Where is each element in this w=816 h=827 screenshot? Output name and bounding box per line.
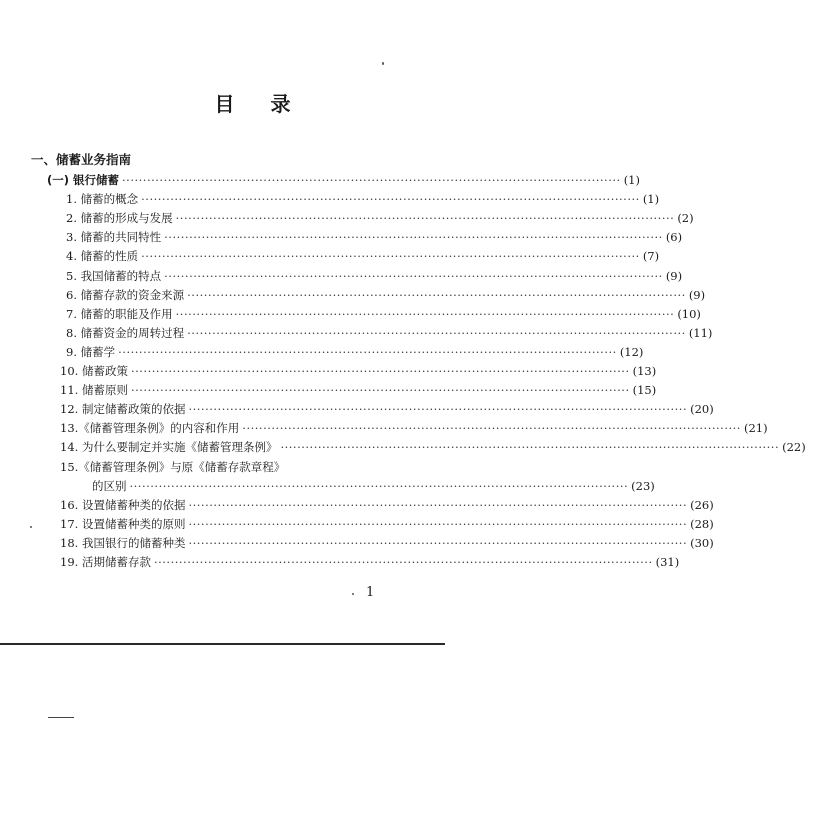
toc-entry-page: (22) [782,440,806,455]
toc-entry-page: (12) [619,344,644,359]
toc-title [0,88,505,117]
dot-leader: ························································································································ [122,173,621,187]
toc-entry-title: 18. 我国银行的储蓄种类 [60,535,186,550]
toc-entry [66,324,713,343]
dot-leader: ························································································································ [188,497,688,512]
dot-leader: ························································································································ [153,555,653,569]
toc-entry-page: (15) [632,383,657,398]
toc-entry-title: 2. 储蓄的形成与发展 [66,211,173,226]
toc-entry-title: 9. 储蓄学 [66,344,116,359]
toc-entry-title: 15.《储蓄管理条例》与原《储蓄存款章程》 [60,459,286,474]
toc-entry-title: 12. 制定储蓄政策的依据 [60,402,186,417]
toc-entry [66,343,644,362]
dot-leader: ························································································································ [187,287,686,302]
speck [382,62,384,65]
section-heading: 一、储蓄业务指南 [31,152,132,167]
toc-entry-title: 8. 储蓄资金的周转过程 [66,325,185,340]
dot-leader: ························································································································ [130,364,630,378]
toc-entry-title: 10. 储蓄政策 [60,364,128,378]
dot-leader: ························································································································ [188,516,688,531]
dot-leader: ························································································································ [118,344,617,359]
dot-leader: ························································································································ [141,249,640,264]
toc-entry-title: 16. 设置储蓄种类的依据 [60,497,186,512]
dot-leader: ························································································································ [187,325,686,340]
toc-entry-page: (13) [632,364,657,378]
toc-entry [60,362,657,381]
toc-entry-title: 的区别 [92,478,127,493]
dot-leader: ························································································································ [164,268,663,283]
toc-entry-title: 5. 我国储蓄的特点 [66,268,162,283]
toc-entry-title: 11. 储蓄原则 [60,383,128,398]
toc-entry-page: (6) [665,230,683,245]
toc-entry-page: (31) [655,555,680,569]
toc-entry [66,305,701,324]
toc-entry-title: 4. 储蓄的性质 [66,249,139,264]
toc-entry-title: 3. 储蓄的共同特性 [66,230,162,245]
toc-entry [60,534,714,553]
toc-entry [60,515,714,534]
toc-entry [66,286,706,305]
toc-entry-title: 14. 为什么要制定并实施《储蓄管理条例》 [60,440,278,455]
toc-entry-title: 1. 储蓄的概念 [66,192,139,207]
toc-entry [60,400,714,419]
toc-entry [66,209,694,228]
toc-entry [60,553,680,572]
short-rule [48,717,74,718]
toc-entry [66,190,660,209]
bottom-rule [0,643,445,645]
toc-entry-page: (23) [631,478,655,493]
toc-entry-page: (1) [642,192,660,207]
toc-entry [60,496,714,515]
page-number: 1 [366,585,375,600]
toc-entry-page: (9) [665,268,683,283]
toc-entry [66,247,660,266]
dot-leader: ························································································································ [130,383,630,398]
toc-entry-title: 19. 活期储蓄存款 [60,555,151,569]
toc-title-char-2: 录 [270,92,291,116]
toc-entry-title: (一) 银行储蓄 [47,173,120,187]
dot-leader: ························································································································ [280,440,780,455]
toc-entry-page: (9) [688,287,706,302]
toc-entry [60,458,378,477]
toc-entry [60,419,768,438]
toc-entry-page: (1) [623,173,640,187]
toc-entry-title: 13.《储蓄管理条例》的内容和作用 [60,421,240,436]
dot-leader: ························································································································ [175,211,675,226]
toc-entry [92,477,655,496]
dot-leader: ························································································································ [141,192,640,207]
dot-leader: ························································································································ [164,230,663,245]
toc-entry-page: (30) [690,535,714,550]
toc-entry-page: (2) [677,211,694,226]
toc-entry-page: (26) [690,497,714,512]
dot-leader: ························································································································ [188,535,688,550]
dot-leader: ························································································································ [129,478,629,493]
dot-leader: ························································································································ [188,402,688,417]
toc-entry-title: 17. 设置储蓄种类的原则 [60,516,186,531]
toc-entry-title: 7. 储蓄的职能及作用 [66,306,173,321]
toc-entry-page: (7) [642,249,660,264]
toc-entry-title: 6. 储蓄存款的资金来源 [66,287,185,302]
dot-leader: ························································································································ [175,306,675,321]
toc-entry-page: (11) [688,325,713,340]
speck [352,593,354,595]
speck [30,526,32,528]
toc-entry-page: (21) [743,421,768,436]
toc-entry-page: (10) [677,306,701,321]
toc-entry-page: (20) [690,402,714,417]
toc-entry [66,228,683,247]
toc-title-char-1: 目 [214,92,235,116]
toc-entry-page: (28) [690,516,714,531]
toc-entry [60,438,806,457]
toc-entry [66,267,683,286]
dot-leader: ························································································································ [242,421,741,436]
toc-entry [47,171,640,190]
toc-entry [60,381,657,400]
